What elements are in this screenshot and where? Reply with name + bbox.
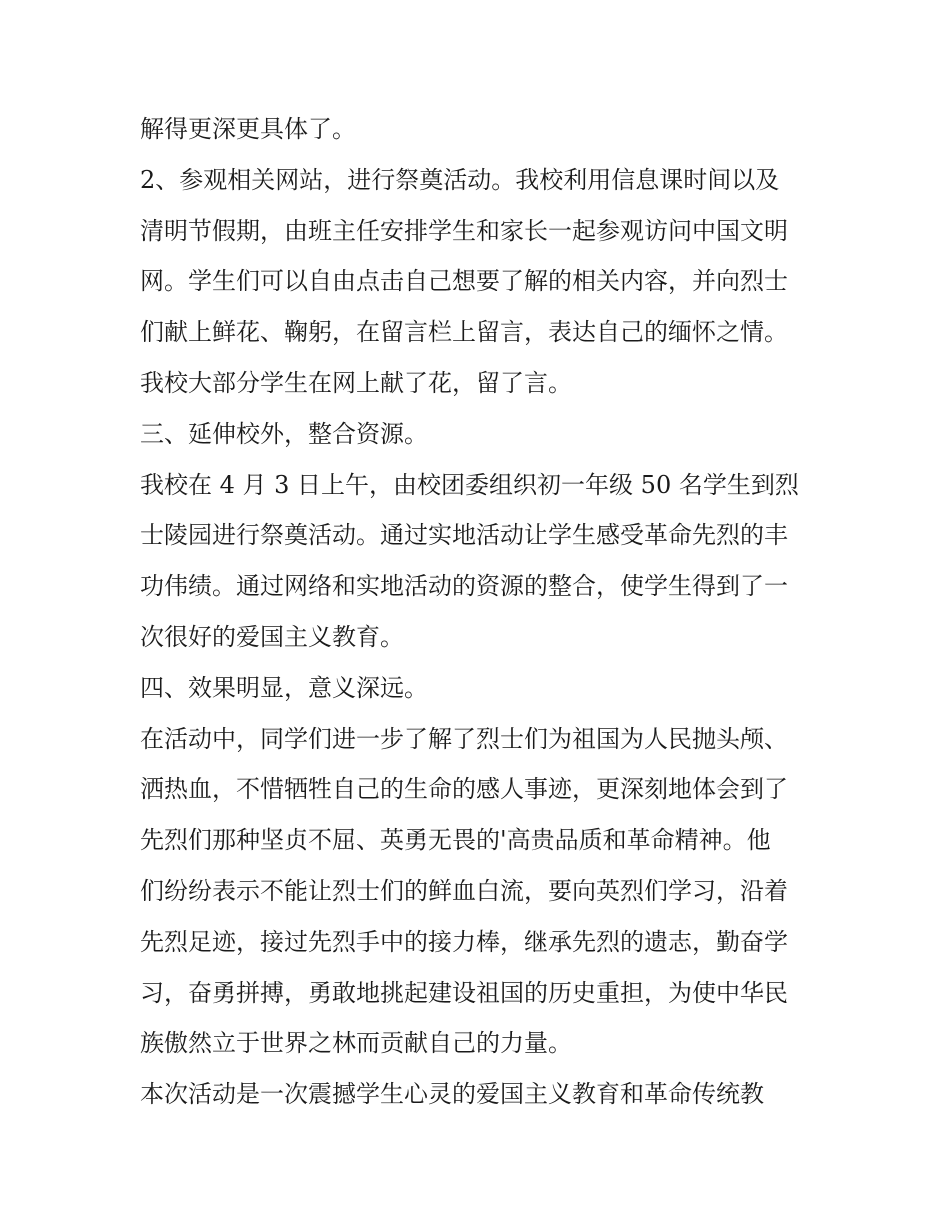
text-line: 功伟绩。通过网络和实地活动的资源的整合，使学生得到了一	[140, 572, 788, 601]
text-line: 2、参观相关网站，进行祭奠活动。我校利用信息课时间以及	[140, 165, 780, 194]
text-line: 士陵园进行祭奠活动。通过实地活动让学生感受革命先烈的丰	[140, 521, 788, 550]
text-line: 们献上鲜花、鞠躬，在留言栏上留言，表达自己的缅怀之情。	[140, 318, 788, 347]
text-line: 清明节假期，由班主任安排学生和家长一起参观访问中国文明	[140, 216, 788, 245]
section-heading: 三、延伸校外，整合资源。	[140, 419, 428, 448]
text-line: 本次活动是一次震撼学生心灵的爱国主义教育和革命传统教	[140, 1080, 764, 1109]
text-line: 习，奋勇拼搏，勇敢地挑起建设祖国的历史重担，为使中华民	[140, 978, 788, 1007]
text-line: 我校在 4 月 3 日上午，由校团委组织初一年级 50 名学生到烈	[140, 470, 799, 499]
document-body	[140, 104, 830, 1120]
text-line: 次很好的爱国主义教育。	[140, 622, 404, 651]
text-line: 在活动中，同学们进一步了解了烈士们为祖国为人民抛头颅、	[140, 724, 788, 753]
text-line: 我校大部分学生在网上献了花，留了言。	[140, 368, 572, 397]
text-line: 先烈足迹，接过先烈手中的接力棒，继承先烈的遗志，勤奋学	[140, 927, 788, 956]
text-line: 先烈们那种坚贞不屈、英勇无畏的'高贵品质和革命精神。他	[140, 826, 771, 855]
text-line: 族傲然立于世界之林而贡献自己的力量。	[140, 1029, 572, 1058]
text-line: 洒热血，不惜牺牲自己的生命的感人事迹，更深刻地体会到了	[140, 775, 788, 804]
text-line: 网。学生们可以自由点击自己想要了解的相关内容，并向烈士	[140, 267, 788, 296]
section-heading: 四、效果明显，意义深远。	[140, 673, 428, 702]
text-line: 解得更深更具体了。	[140, 115, 356, 143]
text-line: 们纷纷表示不能让烈士们的鲜血白流，要向英烈们学习，沿着	[140, 876, 788, 905]
